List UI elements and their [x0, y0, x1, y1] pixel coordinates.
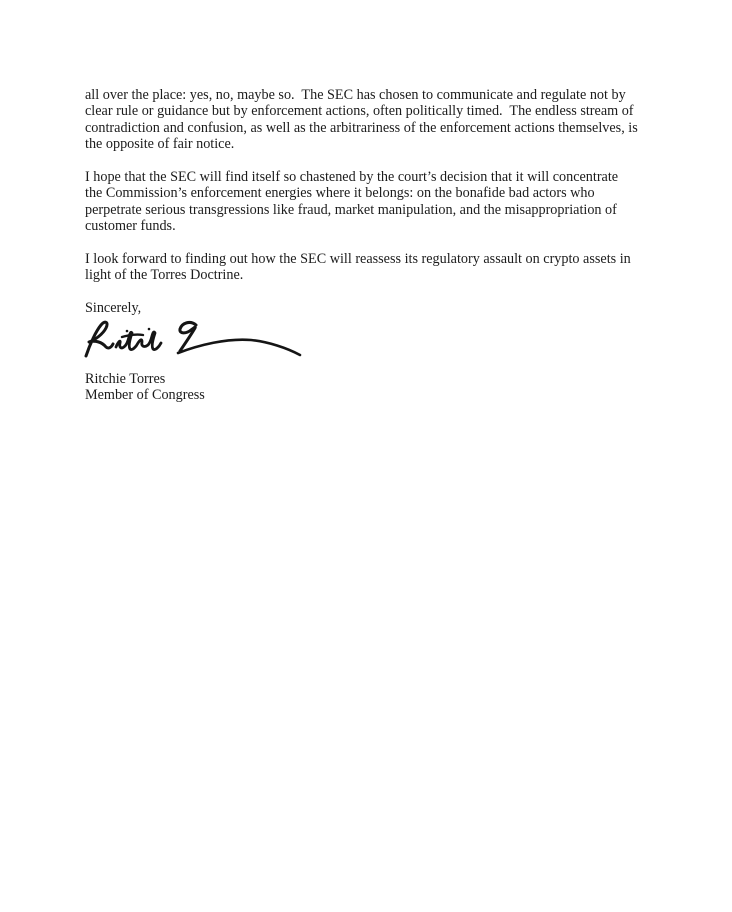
paragraph-enforcement-energies	[85, 169, 670, 235]
signer-name: Ritchie Torres	[85, 370, 166, 387]
closing-salutation: Sincerely,	[85, 300, 142, 317]
handwritten-signature-icon	[83, 318, 308, 368]
signer-title: Member of Congress	[85, 387, 205, 404]
paragraph-line: perpetrate serious transgressions like fraud, market manipulation, and the misappropriation of	[85, 201, 617, 218]
paragraph-fair-notice	[85, 87, 670, 153]
paragraph-line: the opposite of fair notice.	[85, 136, 235, 153]
paragraph-torres-doctrine	[85, 251, 670, 284]
paragraph-line: I look forward to finding out how the SEC will reassess its regulatory assault on crypto assets in	[85, 251, 631, 268]
paragraph-line: the Commission’s enforcement energies where it belongs: on the bonafide bad actors who	[85, 185, 595, 202]
paragraph-line: light of the Torres Doctrine.	[85, 267, 244, 284]
paragraph-line: I hope that the SEC will find itself so chastened by the court’s decision that it will concentrate	[85, 169, 619, 186]
paragraph-line: clear rule or guidance but by enforcement actions, often politically timed. The endless stream of	[85, 103, 634, 120]
paragraph-line: contradiction and confusion, as well as the arbitrariness of the enforcement actions themselves, is	[85, 119, 638, 136]
paragraph-line: all over the place: yes, no, maybe so. The SEC has chosen to communicate and regulate not by	[85, 87, 626, 103]
paragraph-line: customer funds.	[85, 218, 176, 235]
letter-body	[85, 87, 670, 403]
signature-block	[85, 371, 670, 404]
